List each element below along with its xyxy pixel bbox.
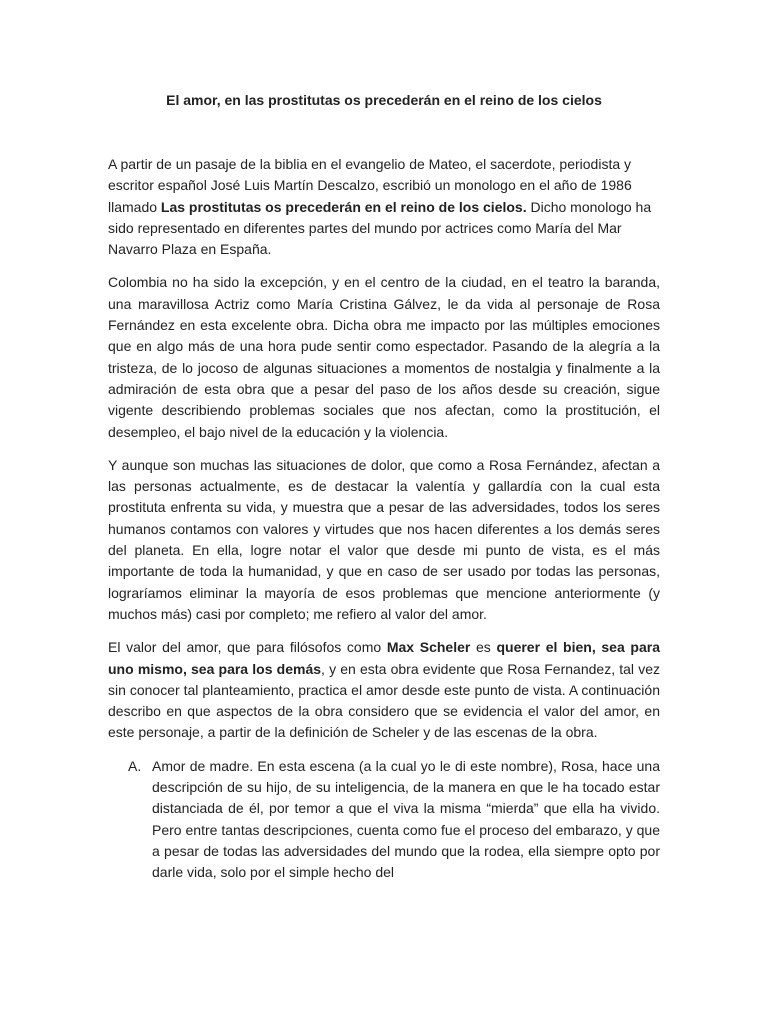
paragraph-4-bold-definition: querer el bien, sea para uno mismo, sea para los demás (108, 639, 660, 677)
paragraph-1-text-b: Dicho monologo ha sido representado en diferentes partes del mundo por actrices como María del Mar Navarro Plaza en España. (108, 198, 652, 258)
list-item (108, 756, 660, 884)
document-title: El amor, en las prostitutas os precederán en el reino de los cielos (166, 92, 602, 108)
paragraph-4 (108, 637, 660, 743)
paragraph-1-bold-title: Las prostitutas os precederán en el reino de los cielos. (160, 198, 527, 215)
paragraph-4-text-b: es (470, 639, 497, 656)
list-item-text: Amor de madre. En esta escena (a la cual yo le di este nombre), Rosa, hace una descripción de su hijo, de su inteligencia, de la manera en que le ha tocado estar distanciada de él, por temor a que el viva la misma “mierda” que ella ha vivido. Pero entre tantas descripciones, cuenta como fue el proceso del embarazo, y que a pesar de todas las adversidades del mundo que la rodea, ella siempre opto por darle vida, solo por el simple hecho del (152, 757, 660, 881)
lettered-list (108, 756, 660, 884)
list-marker: A. (128, 757, 142, 774)
document-body (108, 154, 660, 884)
paragraph-1 (108, 154, 660, 260)
paragraph-3: Y aunque son muchas las situaciones de dolor, que como a Rosa Fernández, afectan a las personas actualmente, es de destacar la valentía y gallardía con la cual esta prostituta enfrenta su vida, y muestra que a pesar de las adversidades, todos los seres humanos contamos con valores y virtudes que nos hacen diferentes a los demás seres del planeta. En ella, logre notar el valor que desde mi punto de vista, es el más importante de toda la humanidad, y que en caso de ser usado por todas las personas, lograríamos eliminar la mayoría de esos problemas que mencione anteriormente (y muchos más) casi por completo; me refiero al valor del amor. (108, 456, 660, 622)
paragraph-4-text-c: , y en esta obra evidente que Rosa Fernandez, tal vez sin conocer tal planteamiento, practica el amor desde este punto de vista. A continuación describo en que aspectos de la obra considero que se evidencia el valor del amor, en este personaje, a partir de la definición de Scheler y de las escenas de la obra. (108, 660, 660, 741)
paragraph-4-bold-name: Max Scheler (386, 639, 471, 656)
paragraph-2: Colombia no ha sido la excepción, y en el centro de la ciudad, en el teatro la baranda, una maravillosa Actriz como María Cristina Gálvez, le da vida al personaje de Rosa Fernández en esta excelente obra. Dicha obra me impacto por las múltiples emociones que en algo más de una hora pude sentir como espectador. Pasando de la alegría a la tristeza, de lo jocoso de algunas situaciones a momentos de nostalgia y finalmente a la admiración de esta obra que a pesar del paso de los años desde su creación, sigue vigente describiendo problemas sociales que nos afectan, como la prostitución, el desempleo, el bajo nivel de la educación y la violencia. (108, 274, 660, 440)
paragraph-4-text-a: El valor del amor, que para filósofos como (108, 639, 387, 656)
paragraph-1-text-a: A partir de un pasaje de la biblia en el evangelio de Mateo, el sacerdote, periodista y escritor español José Luis Martín Descalzo, escribió un monologo en el año de 1986 llamado (108, 156, 632, 215)
